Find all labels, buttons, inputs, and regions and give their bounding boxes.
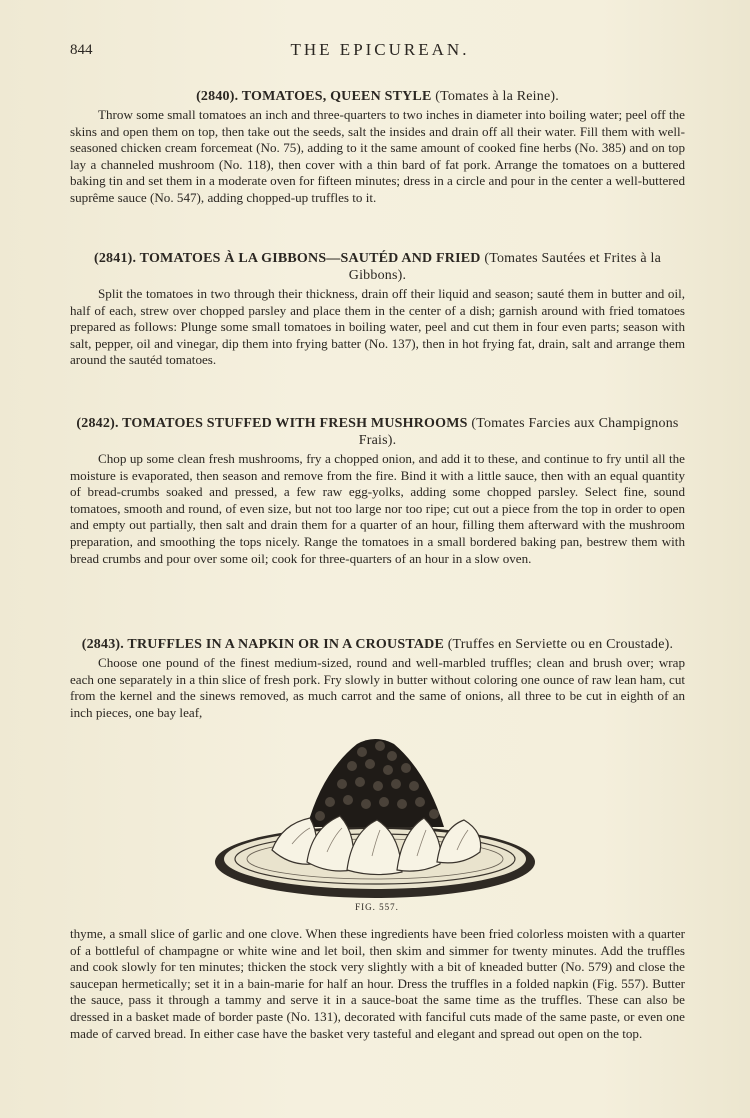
figure-truffles-in-napkin [212, 732, 542, 912]
recipe-title: (2840). TOMATOES, QUEEN STYLE [196, 89, 432, 104]
recipe-french-title: (Tomates Sautées et Frites à la Gibbons). [348, 251, 661, 283]
recipe-2841 [70, 250, 685, 369]
recipe-heading [70, 636, 685, 653]
recipe-french-title: (Tomates Farcies aux Champignons Frais). [358, 416, 679, 448]
recipe-2843-continuation [70, 926, 685, 1042]
recipe-text: Split the tomatoes in two through their thickness, drain off their liquid and season; sauté them in butter and oil, half of each, strew over chopped parsley and place them in the center of a dish; garnish around with fried tomatoes prepared as follows: Plunge some small tomatoes in boiling water, peel and cut them in four even parts; season with salt, pepper, oil and vinegar, dip them into frying batter (No. 137), then in hot frying fat, drain, salt and arrange them around the sautéd tomatoes. [70, 286, 685, 368]
recipe-title: (2841). TOMATOES À LA GIBBONS—SAUTÉD AND FRIED [93, 251, 481, 266]
recipe-2842 [70, 415, 685, 567]
recipe-text: Throw some small tomatoes an inch and three-quarters to two inches in diameter into boiling water; peel off the skins and open them on top, then take out the seeds, salt the insides and drain off all their water. Fill them with well-seasoned chicken cream forcemeat (No. 75), adding to it the same amount of cooked fine herbs (No. 385) and on top lay a channeled mushroom (No. 118), then cover with a thin bard of fat pork. Arrange the tomatoes on a buttered baking tin and set them in a moderate oven for fifteen minutes; dress in a circle and pour in the center a well-buttered suprême sauce (No. 547), adding chopped-up truffles to it. [70, 107, 685, 205]
recipe-text: Chop up some clean fresh mushrooms, fry a chopped onion, and add it to these, and continue to fry until all the moisture is evaporated, then season and remove from the fire. Bind it with a little sauce, then with an equal quantity of bread-crumbs soaked and pressed, a few raw egg-yolks, adding some chopped parsley. Select fine, sound tomatoes, smooth and round, of even size, but not too large nor too ripe; cut out a piece from the top in order to open and empty out partially, then salt and drain them for a quarter of an hour, filling them afterward with the mushroom preparation, and smoothing the tops nicely. Range the tomatoes in a small bordered baking pan, bestrew them with bread crumbs and pour over some oil; cook for three-quarters of an hour in a slow oven. [70, 451, 685, 566]
recipe-french-title: (Tomates à la Reine). [435, 89, 559, 104]
truffles-in-napkin-illustration [212, 732, 542, 902]
figure-caption: FIG. 557. [355, 902, 399, 912]
recipe-french-title: (Truffes en Serviette ou en Croustade). [447, 637, 674, 652]
recipe-2840 [70, 88, 685, 207]
recipe-heading [70, 415, 685, 449]
page-header [70, 40, 690, 64]
recipe-title: (2843). TRUFFLES IN A NAPKIN OR IN A CROUSTADE [81, 637, 444, 652]
recipe-heading [70, 88, 685, 105]
page-number: 844 [70, 42, 93, 58]
recipe-text: Choose one pound of the finest medium-sized, round and well-marbled truffles; clean and brush over; wrap each one separately in a thin slice of fresh pork. Fry slowly in butter without coloring one ounce of raw lean ham, cut from the kernel and the sinews removed, as much carrot and the same of onions, all three to be cut in eighth of an inch pieces, one bay leaf, [70, 655, 685, 720]
running-title: THE EPICUREAN. [290, 40, 470, 59]
recipe-text-continued: thyme, a small slice of garlic and one clove. When these ingredients have been fried colorless moisten with a quarter of a bottleful of champagne or white wine and let boil, then skim and simmer for twenty minutes. Add the truffles and cook slowly for ten minutes; thicken the stock very slightly with a bit of kneaded butter (No. 579) and close the saucepan hermetically; set it in a bain-marie for half an hour. Dress the truffles in a folded napkin (Fig. 557). Butter the sauce, pass it through a tammy and serve it in a sauce-boat the same time as the truffles. These can also be dressed in a basket made of border paste (No. 131), decorated with fanciful cuts made of the same paste, or even one made of carved bread. In either case have the basket very tasteful and elegant and spread out open on the top. [70, 926, 685, 1041]
recipe-2843 [70, 636, 685, 721]
recipe-heading [70, 250, 685, 284]
recipe-title: (2842). TOMATOES STUFFED WITH FRESH MUSHROOMS [76, 416, 468, 431]
